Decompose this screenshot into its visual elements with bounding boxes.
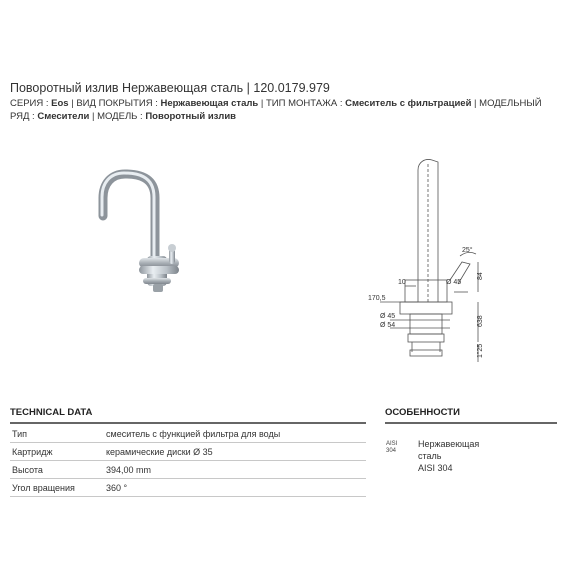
row-label: Тип [10, 425, 104, 443]
features-heading: ОСОБЕННОСТИ [385, 407, 557, 424]
aisi-304-icon [385, 438, 407, 456]
mount-label: ТИП МОНТАЖА : [266, 98, 346, 109]
svg-text:AISI: AISI [386, 441, 398, 447]
technical-drawing [350, 152, 500, 372]
dim-638: 638 [477, 315, 484, 327]
dim-1-25: 1"25 [477, 343, 484, 358]
svg-text:304: 304 [386, 448, 397, 454]
dim-diameter-45-bottom: Ø 45 [380, 313, 396, 320]
series-value: Eos [51, 98, 69, 109]
table-row [10, 443, 366, 461]
table-row [10, 461, 366, 479]
faucet-photo [95, 168, 190, 298]
dim-10: 10 [398, 279, 406, 286]
model-value: Поворотный излив [145, 111, 236, 122]
technical-data-table [10, 425, 366, 497]
row-label: Высота [10, 461, 104, 479]
row-value: смеситель с функцией фильтра для воды [104, 425, 366, 443]
dim-170-5: 170,5 [368, 295, 386, 302]
range-label: МОДЕЛЬНЫЙ РЯД : [10, 98, 542, 122]
range-value: Смесители [37, 111, 90, 122]
row-label: Картридж [10, 443, 104, 461]
model-label: МОДЕЛЬ : [97, 111, 146, 122]
page-title: Поворотный излив Нержавеющая сталь | 120.0179.979 [10, 81, 330, 95]
product-meta: СЕРИЯ : Eos | ВИД ПОКРЫТИЯ : Нержавеющая сталь | ТИП МОНТАЖА : Смеситель с фильтрацией | МОДЕЛЬНЫЙ РЯД : Смесители | МОДЕЛЬ : Поворотный излив [10, 98, 542, 122]
row-value: керамические диски Ø 35 [104, 443, 366, 461]
finish-value: Нержавеющая сталь [160, 98, 259, 109]
row-value: 394,00 mm [104, 461, 366, 479]
technical-data-heading: TECHNICAL DATA [10, 407, 366, 424]
table-row [10, 479, 366, 497]
row-value: 360 ° [104, 479, 366, 497]
dim-84: 84 [477, 272, 484, 280]
dim-angle: 25° [462, 247, 473, 254]
series-label: СЕРИЯ : [10, 98, 52, 109]
feature-text: Нержавеющая сталь AISI 304 [418, 439, 480, 473]
row-label: Угол вращения [10, 479, 104, 497]
mount-value: Смеситель с фильтрацией [345, 98, 472, 109]
dim-diameter-45-top: Ø 45 [446, 279, 462, 286]
dim-diameter-54: Ø 54 [380, 322, 396, 329]
finish-label: ВИД ПОКРЫТИЯ : [76, 98, 161, 109]
table-row [10, 425, 366, 443]
